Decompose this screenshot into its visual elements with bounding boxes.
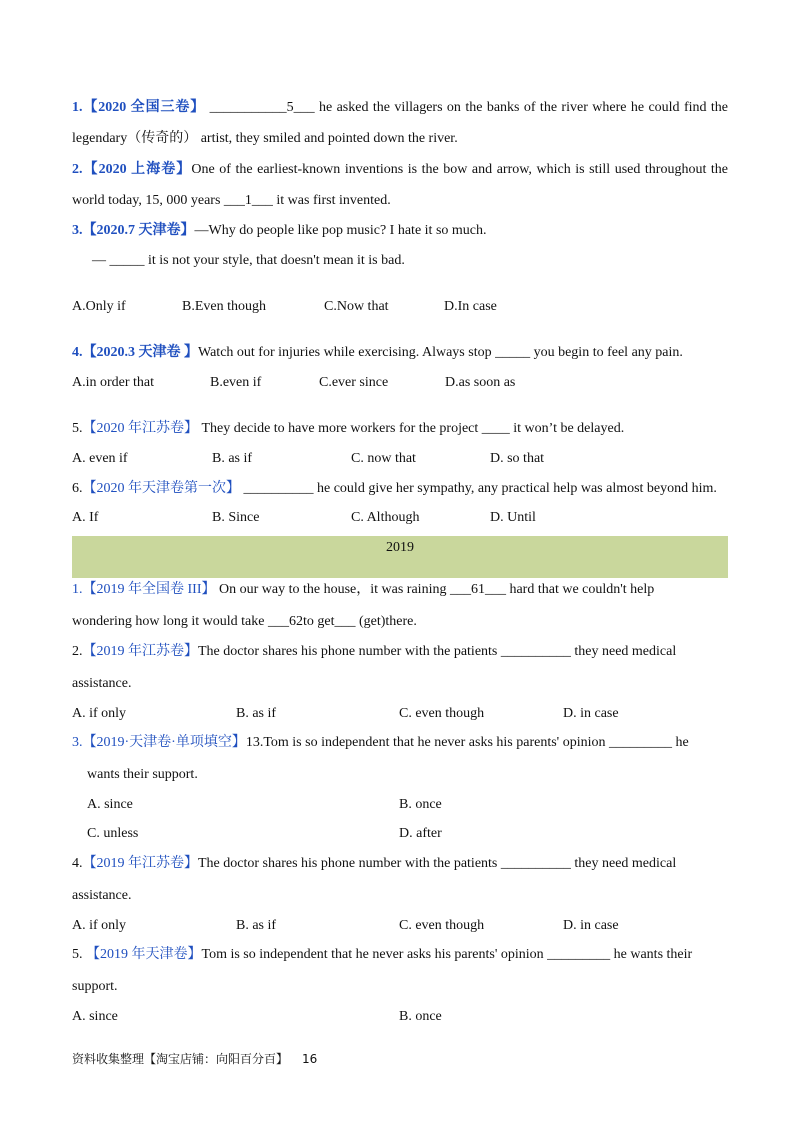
option-c[interactable]: C. even though (399, 918, 485, 933)
question-text: The doctor shares his phone number with the patients __________ they need medical (198, 644, 677, 659)
answer-blank: ___1___ (223, 193, 273, 208)
question-5-2020-line1 (72, 420, 624, 438)
question-text: On our way to the house，it was raining (215, 582, 450, 597)
option-c[interactable]: C. unless (87, 826, 139, 841)
question-1-2020-line1 (72, 99, 728, 117)
source-tag: 【2019 年江苏卷】 (82, 856, 198, 871)
question-text: They decide to have more workers for the project ____ it won’t be delayed. (198, 421, 625, 436)
option-b[interactable]: B. as if (212, 451, 253, 466)
option-a[interactable]: A. if only (72, 918, 127, 933)
option-b[interactable]: B. once (399, 1009, 442, 1024)
question-text: 13.Tom is so independent that he never asks his parents' opinion _________ he (245, 735, 689, 750)
question-6-2020-line1 (72, 480, 717, 498)
option-a[interactable]: A. since (72, 1009, 118, 1024)
option-b[interactable]: B.Even though (182, 299, 266, 314)
question-5-2019-line2: support. (72, 979, 118, 994)
option-b[interactable]: B. Since (212, 510, 260, 525)
option-c[interactable]: C. now that (351, 451, 416, 466)
question-text: hard that we couldn't help (505, 582, 655, 597)
question-1-2019-line1 (72, 581, 654, 599)
question-text: (get)there. (355, 614, 417, 629)
question-number: 3. (72, 223, 83, 238)
option-c[interactable]: C.Now that (324, 299, 389, 314)
answer-blank: _____ (109, 253, 145, 268)
question-number: 2. (72, 644, 83, 659)
page-footer (72, 1050, 317, 1067)
option-a[interactable]: A. If (72, 510, 99, 525)
option-d[interactable]: D. Until (490, 510, 536, 525)
option-b[interactable]: B. as if (236, 918, 277, 933)
answer-blank: _____ (495, 345, 531, 360)
option-b[interactable]: B. as if (236, 706, 277, 721)
option-d[interactable]: D. so that (490, 451, 545, 466)
question-5-2019-line1 (72, 946, 692, 964)
option-c[interactable]: C.ever since (319, 375, 389, 390)
source-tag: 【2019 年江苏卷】 (82, 644, 198, 659)
question-4-2019-line1 (72, 855, 676, 873)
source-tag: 【2019 年天津卷】 (86, 947, 202, 962)
year-section-band (72, 536, 728, 578)
source-tag: 【2020.7 天津卷】 (82, 223, 195, 238)
source-tag: 【2020 年天津卷第一次】 (82, 481, 240, 496)
option-d[interactable]: D.In case (444, 299, 497, 314)
question-text: world today, 15, 000 years (72, 193, 224, 208)
question-2-2020-line1 (72, 161, 728, 179)
question-text: Tom is so independent that he never asks his parents' opinion _________ he wants their (201, 947, 693, 962)
option-a[interactable]: A.Only if (72, 299, 126, 314)
question-text: __________ he could give her sympathy, any practical help was almost beyond him. (240, 481, 717, 496)
source-tag: 【2019 年全国卷 III】 (82, 582, 216, 597)
question-text: Watch out for injuries while exercising. Always stop (198, 345, 496, 360)
question-text: you begin to feel any pain. (530, 345, 683, 360)
question-number: 2. (72, 162, 83, 177)
question-text: wondering how long it would take (72, 614, 268, 629)
option-d[interactable]: D. in case (563, 706, 619, 721)
question-text: — (92, 253, 110, 268)
question-2-2019-line1 (72, 643, 676, 661)
page-number: 16 (302, 1052, 318, 1066)
option-b[interactable]: B. once (399, 797, 442, 812)
question-text: The doctor shares his phone number with the patients __________ they need medical (198, 856, 677, 871)
option-d[interactable]: D.as soon as (445, 375, 516, 390)
option-c[interactable]: C. even though (399, 706, 485, 721)
option-a[interactable]: A. since (87, 797, 133, 812)
question-number: 4. (72, 345, 83, 360)
question-number: 6. (72, 481, 83, 496)
option-a[interactable]: A. even if (72, 451, 128, 466)
question-number: 5. (72, 421, 83, 436)
question-text: he asked the villagers on the banks of the river where he could find the (314, 100, 729, 115)
option-d[interactable]: D. in case (563, 918, 619, 933)
question-4-2019-line2: assistance. (72, 888, 132, 903)
question-3-2019-line2: wants their support. (87, 767, 198, 782)
question-text: One of the earliest-known inventions is the bow and arrow, which is still used throughout the (191, 162, 729, 177)
option-d[interactable]: D. after (399, 826, 442, 841)
question-text: it is not your style, that doesn't mean it is bad. (144, 253, 405, 268)
source-tag: 【2019·天津卷·单项填空】 (82, 735, 246, 750)
source-tag: 【2020 年江苏卷】 (82, 421, 198, 436)
footer-text: 资料收集整理【淘宝店铺：向阳百分百】 (72, 1052, 289, 1066)
question-2-2019-line2: assistance. (72, 676, 132, 691)
answer-blank: ___62to get___ (267, 614, 356, 629)
question-4-2020-line1 (72, 344, 683, 362)
source-tag: 【2020.3 天津卷 】 (82, 345, 198, 360)
question-3-2020-line2 (92, 252, 405, 270)
year-label: 2019 (386, 540, 414, 555)
option-b[interactable]: B.even if (210, 375, 262, 390)
answer-blank: ___________5___ (209, 100, 315, 115)
option-a[interactable]: A.in order that (72, 375, 155, 390)
option-a[interactable]: A. if only (72, 706, 127, 721)
question-number: 5. (72, 947, 83, 962)
question-number: 1. (72, 582, 83, 597)
source-tag: 【2020 全国三卷】 (82, 100, 206, 115)
question-text: it was first invented. (272, 193, 391, 208)
question-number: 4. (72, 856, 83, 871)
question-number: 1. (72, 100, 83, 115)
question-text: —Why do people like pop music? I hate it so much. (194, 223, 487, 238)
source-tag: 【2020 上海卷】 (82, 162, 192, 177)
question-3-2019-line1 (72, 734, 689, 752)
question-3-2020-line1 (72, 222, 487, 240)
question-1-2019-line2 (72, 613, 417, 631)
question-1-2020-line2: legendary（传奇的） artist, they smiled and pointed down the river. (72, 131, 458, 146)
question-number: 3. (72, 735, 83, 750)
question-2-2020-line2 (72, 192, 391, 210)
answer-blank: ___61___ (449, 582, 506, 597)
option-c[interactable]: C. Although (351, 510, 420, 525)
